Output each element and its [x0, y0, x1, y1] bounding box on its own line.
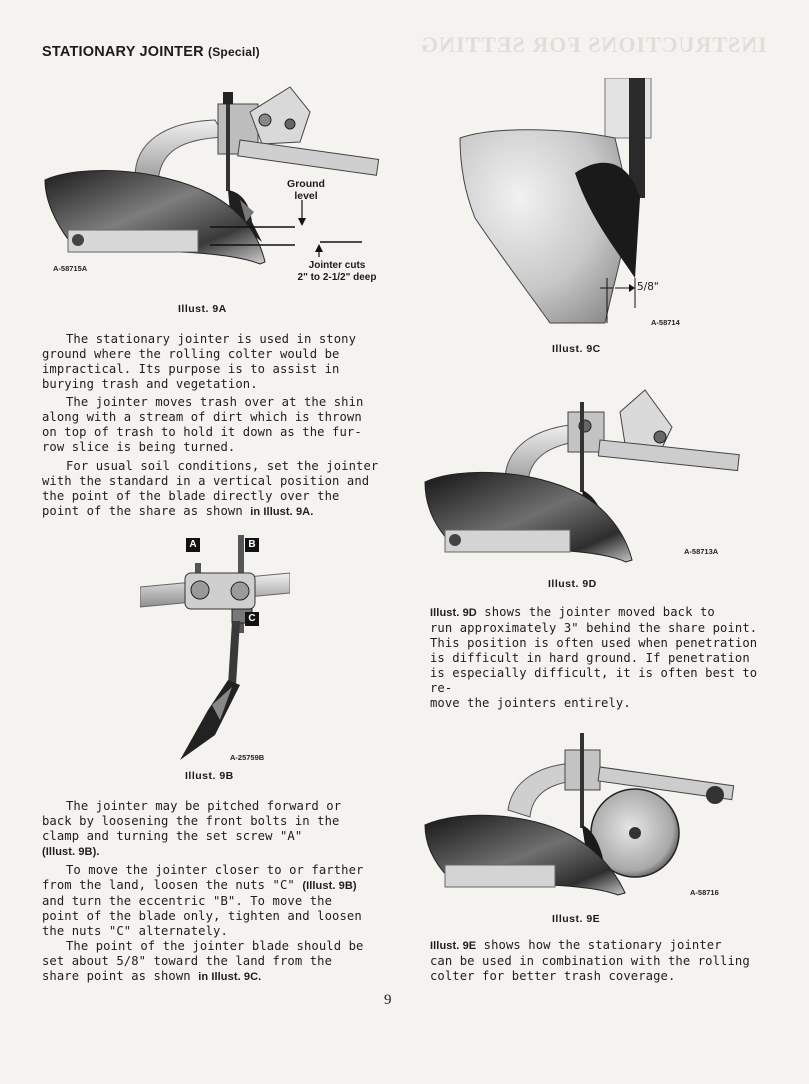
- usual-setting-text: For usual soil conditions, set the jointer with the standard in a vertical position and the point of the blade directly over the point of the share as shown: [42, 459, 379, 518]
- illustration-9e: [420, 725, 740, 905]
- part-number-9e: A-58716: [690, 888, 719, 897]
- illustration-9a: [40, 82, 390, 292]
- illustration-9d: [420, 382, 740, 572]
- part-number-9b: A-25759B: [230, 753, 265, 762]
- bleed-through-heading: INSTRUCTIONS FOR SETTING: [420, 32, 767, 57]
- paragraph-moved-back: [430, 605, 780, 711]
- ref-illust-9e: Illust. 9E: [430, 940, 477, 952]
- plow-jointer-drawing-9d: [420, 382, 740, 572]
- paragraph-blade-point: [42, 939, 382, 985]
- ref-illust-9b-b: (Illust. 9B): [302, 880, 357, 892]
- paragraph-pitch: [42, 799, 382, 860]
- illustration-9b: [140, 535, 290, 765]
- ref-illust-9d: Illust. 9D: [430, 607, 477, 619]
- moved-back-text: shows the jointer moved back to run approximately 3" behind the share point. This position is often used when penetration is difficult in hard ground. If penetration is especially difficult, it is often best to re- move the jointers entirely.: [430, 605, 758, 710]
- jointer-with-colter-drawing-9e: [420, 725, 740, 905]
- paragraph-trash-movement: The jointer moves trash over at the shin along with a stream of dirt which is thrown on top of trash to hold it down as the fur- row slice is being turned.: [42, 395, 364, 454]
- pitch-text: The jointer may be pitched forward or back by loosening the front bolts in the clamp and turning the set screw "A": [42, 799, 342, 843]
- caption-9d: Illust. 9D: [548, 578, 597, 590]
- callout-c: C: [245, 612, 259, 626]
- part-number-9c: A-58714: [651, 318, 680, 327]
- illustration-9c: [455, 78, 705, 338]
- colter-combination-text: shows how the stationary jointer can be used in combination with the rolling colter for better trash coverage.: [430, 938, 750, 983]
- ref-illust-9b-a: (Illust. 9B).: [42, 846, 100, 858]
- caption-9c: Illust. 9C: [552, 343, 601, 355]
- caption-9e: Illust. 9E: [552, 913, 601, 925]
- part-number-9d: A-58713A: [684, 547, 719, 556]
- offset-measure-label: 5/8": [637, 281, 659, 293]
- share-point-drawing-9c: [455, 78, 705, 338]
- part-number-9a: A-58715A: [53, 264, 88, 273]
- paragraph-purpose: The stationary jointer is used in stony ground where the rolling colter would be impractical. Its purpose is to assist in burying trash and vegetation.: [42, 332, 357, 391]
- blade-point-text: The point of the jointer blade should be set about 5/8" toward the land from the share point as shown: [42, 939, 364, 983]
- callout-b: B: [245, 538, 259, 552]
- jointer-cuts-label: Jointer cuts 2" to 2-1/2" deep: [297, 260, 377, 283]
- page-title: [42, 44, 260, 60]
- move-jointer-text-b: and turn the eccentric "B". To move the point of the blade only, tighten and loosen the nuts "C" alternately.: [42, 894, 362, 938]
- ref-illust-9a: in Illust. 9A.: [250, 506, 314, 518]
- paragraph-move-jointer: [42, 863, 387, 939]
- ref-illust-9c: in Illust. 9C.: [198, 971, 262, 983]
- page-title-main: STATIONARY JOINTER: [42, 44, 204, 60]
- caption-9b: Illust. 9B: [185, 770, 234, 782]
- callout-a: A: [186, 538, 200, 552]
- paragraph-usual-setting: [42, 459, 382, 520]
- ground-level-label: Ground level: [287, 178, 325, 202]
- page-title-suffix: (Special): [208, 45, 260, 59]
- paragraph-colter-combination: [430, 938, 780, 984]
- jointer-clamp-drawing-9b: [140, 535, 290, 765]
- caption-9a: Illust. 9A: [178, 303, 227, 315]
- page-number: 9: [384, 992, 392, 1008]
- move-jointer-text-a: To move the jointer closer to or farther from the land, loosen the nuts "C": [42, 863, 364, 892]
